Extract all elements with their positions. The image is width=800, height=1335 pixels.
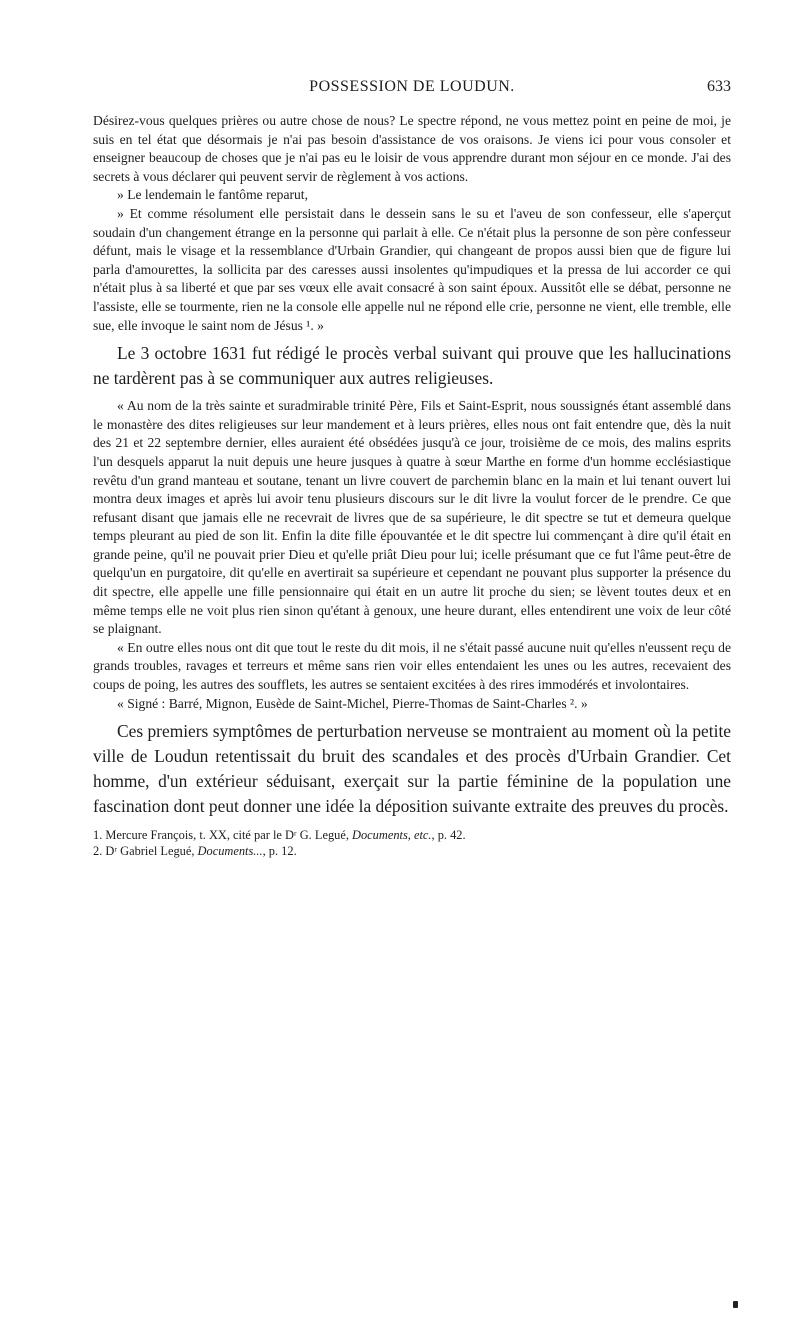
footnotes [93, 827, 731, 859]
footnote-title: Documents, etc. [352, 828, 432, 843]
footnote-page: , p. 12. [262, 844, 297, 859]
footnote-text: 1. Mercure François, t. XX, cité par le Dʳ G. Legué, [93, 828, 353, 843]
paragraph: « Signé : Barré, Mignon, Eusède de Saint-Michel, Pierre-Thomas de Saint-Charles ². » [117, 695, 588, 711]
paragraph: Le 3 octobre 1631 fut rédigé le procès verbal suivant qui prouve que les hallucinations ne tardèrent pas à se communiquer aux autres religieuses. [93, 343, 731, 389]
page-number: 633 [707, 78, 731, 95]
footnote [93, 843, 731, 859]
running-title: POSSESSION DE LOUDUN. [309, 78, 515, 95]
page-mark [733, 1301, 738, 1308]
footnote [93, 827, 731, 843]
footnote-page: , p. 42. [431, 828, 466, 843]
body-text [93, 112, 731, 819]
footnote-text: 2. Dʳ Gabriel Legué, [93, 844, 198, 859]
book-page [93, 78, 731, 859]
page-header [93, 78, 731, 104]
footnote-title: Documents... [197, 844, 263, 859]
paragraph: « En outre elles nous ont dit que tout le reste du dit mois, il ne s'était passé aucune nuit qu'elles n'eussent reçu de grands troubles, ravages et terreurs et même sans rien voir elles entendaient les unes ou les autres, recevaient des coups de poing, les autres des soufflets, les autres se sentaient excitées à des rires immodérés et involontaires. [93, 639, 731, 693]
paragraph: » Le lendemain le fantôme reparut, [117, 187, 308, 203]
paragraph: » Et comme résolument elle persistait dans le dessein sans le su et l'aveu de son confesseur, elle s'aperçut soudain d'un changement étrange en la personne qui parlait à elle. Ce n'était plus la personne de son père confesseur défunt, mais le visage et la ressemblance d'Urbain Grandier, qui changeant de propos aussi bien que de figure lui parla d'amourettes, la sollicita par des caresses aussi insolentes qu'impudiques et la pressa de lui accorder ce qui n'était plus à sa liberté et que par ses vœux elle avait consacré à son saint époux. Aussitôt elle se débat, personne ne l'assiste, elle se tourmente, rien ne la console elle appelle nul ne répond elle crie, personne ne vient, elle tremble, elle sue, elle invoque le saint nom de Jésus ¹. » [93, 205, 731, 333]
paragraph: Désirez-vous quelques prières ou autre chose de nous? Le spectre répond, ne vous mettez point en peine de moi, je suis en tel état que désormais je n'ai pas besoin d'assistance de vos oraisons. Je viens ici pour vous consoler et enseigner beaucoup de choses que je n'ai pas eu le loisir de vous apprendre durant mon séjour en ce monde. J'ai des secrets à vous déclarer qui peuvent servir de règlement à vos actions. [93, 113, 731, 184]
paragraph: Ces premiers symptômes de perturbation nerveuse se montraient au moment où la petite ville de Loudun retentissait du bruit des scandales et des procès d'Urbain Grandier. Cet homme, d'un extérieur séduisant, exerçait sur la partie féminine de la population une fascination dont peut donner une idée la déposition suivante extraite des preuves du procès. [93, 721, 731, 817]
paragraph: « Au nom de la très sainte et suradmirable trinité Père, Fils et Saint-Esprit, nous soussignés étant assemblé dans le monastère des dites religieuses sur leur mandement et à leurs prières, elles nous ont fait entendre que, dès la nuit des 21 et 22 septembre dernier, elles auraient été obsédées jusqu'à ce jour, troisième de ce mois, des malins esprits l'un desquels apparut la nuit depuis une heure jusques à quatre à sœur Marthe en forme d'un homme ecclésiastique revêtu d'un grand manteau et soutane, tenant un livre couvert de parchemin blanc en la main et lui tenant ouvert lui montra deux images et après lui avoir tenu plusieurs discours sur le dit livre la voulut forcer de le prendre. Ce que refusant disant que jamais elle ne recevrait de livres que de sa supérieure, le dit spectre se tut et demeura quelque temps pleurant au pied de son lit. Enfin la dite fille épouvantée et le dit spectre lui commençant à dire qu'il était en grande peine, qu'il ne pouvait prier Dieu et qu'elle priât Dieu pour lui; icelle présumant que ce fut l'âme peut-être de quelqu'un en purgatoire, dit qu'elle en avertirait sa supérieure et cependant ne pouvant plus supporter la présence du dit spectre, elle appelle une fille pensionnaire qui était en un autre lit proche du sien; se lèvent toutes deux et en même temps elle ne voit plus rien sinon qu'étant à genoux, une heure durant, elles entendirent une voix de leur côté se plaignant. [93, 398, 731, 637]
